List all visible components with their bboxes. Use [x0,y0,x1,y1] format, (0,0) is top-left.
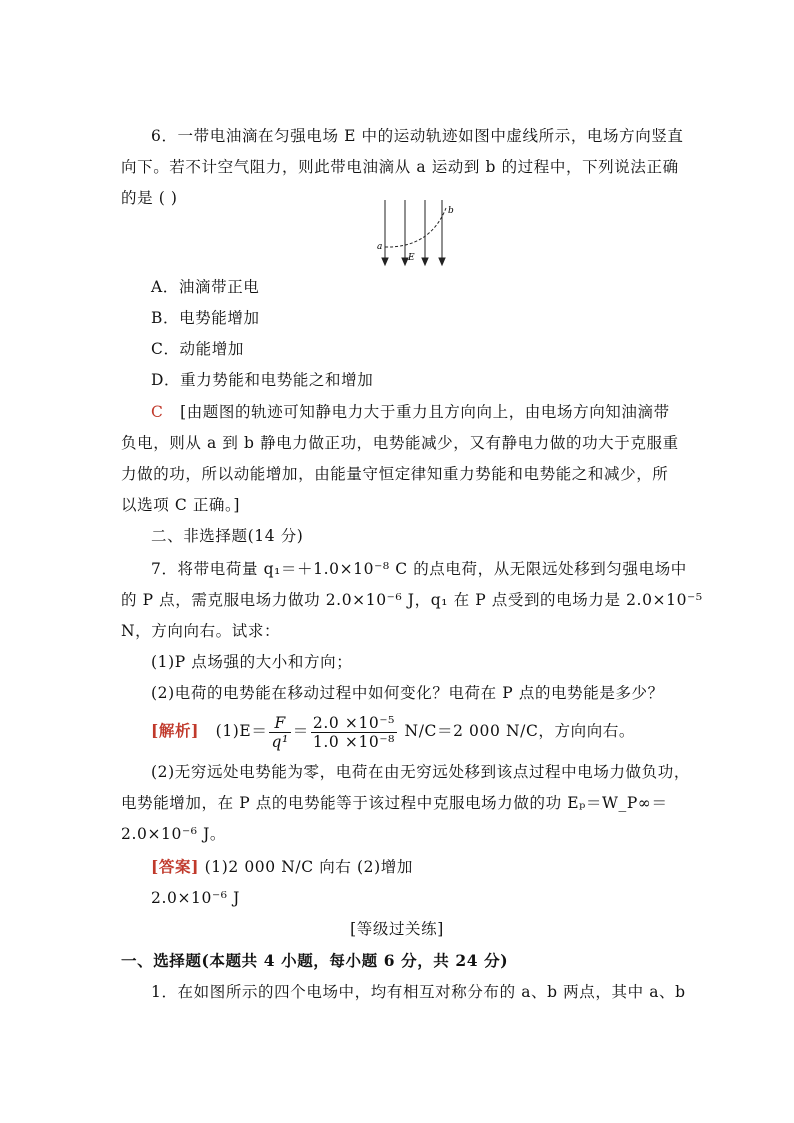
analysis-lead: (1)E＝ [215,722,268,740]
fraction-denominator: 1.0 ×10⁻⁸ [312,732,395,751]
q6-option-c: C．动能增加 [151,340,244,358]
answer-text: (1)2 000 N/C 向右 (2)增加 [199,858,413,876]
equals-sign: ＝ [292,722,309,740]
label-b: b [448,206,454,216]
q7-line-2: 的 P 点，需克服电场力做功 2.0×10⁻⁶ J，q₁ 在 P 点受到的电场力是 2.0×10⁻⁵ [121,591,703,609]
q7-analysis-part2-line-2: 电势能增加，在 P 点的电势能等于该过程中克服电场力做的功 Eₚ＝W_P∞＝ [121,794,668,812]
q6-explanation-text: [由题图的轨迹可知静电力大于重力且方向向上，由电场方向知油滴带 [180,403,670,421]
field-arrow [439,258,445,265]
fraction-numerator: F [269,714,290,733]
q6-answer-letter: C [151,403,164,421]
section-1-heading: 一、选择题(本题共 4 小题，每小题 6 分，共 24 分) [121,951,509,970]
label-E: E [408,253,415,263]
q6-option-a: A．油滴带正电 [151,278,260,296]
q7-analysis-part2-line-3: 2.0×10⁻⁶ J。 [121,825,226,843]
trajectory-path [385,208,446,247]
level-practice-title: [等级过关练] [350,920,444,938]
q7-subquestion-1: (1)P 点场强的大小和方向； [151,653,353,671]
fraction-numerator: 2.0 ×10⁻⁵ [312,713,395,732]
section-2-heading: 二、非选择题(14 分) [151,527,304,545]
q6-line-3: 的是 ( ) [121,189,178,207]
q6-option-b: B．电势能增加 [151,309,260,327]
q7-answer-line-1 [151,857,413,877]
q6-explanation-line-4: 以选项 C 正确。] [121,496,241,514]
q6-explanation-line-3: 力做的功，所以动能增加，由能量守恒定律知重力势能和电势能之和减少，所 [121,465,669,483]
analysis-result: N/C＝2 000 N/C，方向向右。 [399,722,636,740]
label-a: a [377,242,383,252]
q6-explanation-line-2: 负电，则从 a 到 b 静电力做正功，电势能减少，又有静电力做的功大于克服重 [121,434,679,452]
analysis-tag: [解析] [151,721,200,740]
q7-line-1: 7．将带电荷量 q₁＝＋1.0×10⁻⁸ C 的点电荷，从无限远处移到匀强电场中 [151,560,687,578]
q7-line-3: N，方向向右。试求： [121,622,281,640]
q6-option-d: D．重力势能和电势能之和增加 [151,371,374,389]
q1-line-1: 1．在如图所示的四个电场中，均有相互对称分布的 a、b 两点，其中 a、b [151,983,686,1001]
answer-tag: [答案] [151,857,200,876]
q7-analysis-part2-line-1: (2)无穷远处电势能为零，电荷在由无穷远处移到该点过程中电场力做负功， [151,763,690,781]
q7-subquestion-2: (2)电荷的电势能在移动过程中如何变化？电荷在 P 点的电势能是多少？ [151,684,664,702]
fraction-denominator: q¹ [271,732,289,751]
q6-explanation-line-1 [151,402,670,422]
fraction-f-over-q [269,714,290,751]
q6-line-1: 6．一带电油滴在匀强电场 E 中的运动轨迹如图中虚线所示，电场方向竖直 [151,127,684,145]
q7-answer-line-2: 2.0×10⁻⁶ J [151,889,240,907]
q6-line-2: 向下。若不计空气阻力，则此带电油滴从 a 运动到 b 的过程中，下列说法正确 [121,158,679,176]
field-arrow [422,258,428,265]
electric-field-figure [370,198,460,270]
q7-analysis-line-1 [151,712,635,751]
field-arrow [382,258,388,265]
fraction-values [311,714,397,751]
